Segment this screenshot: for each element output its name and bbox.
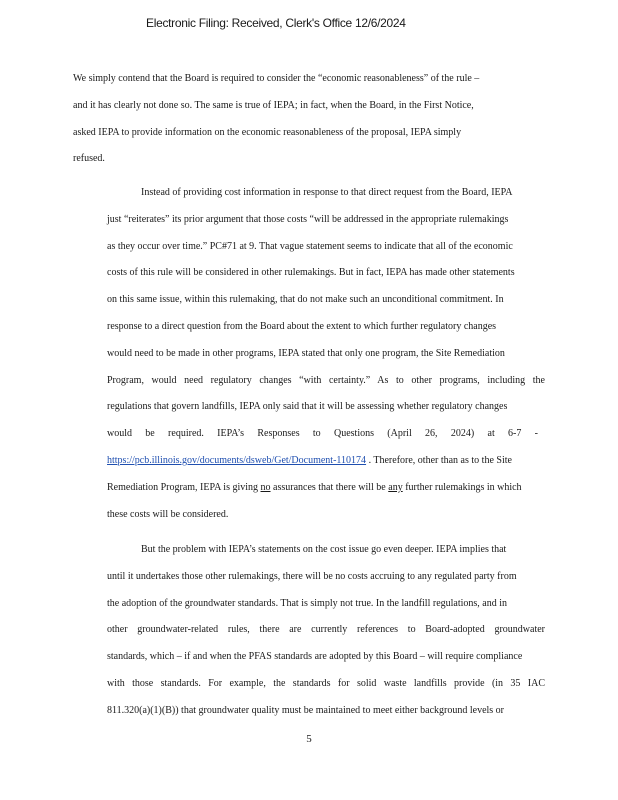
text-fragment: further rulemakings in which <box>402 481 522 493</box>
text-line: 811.320(a)(1)(B)) that groundwater quality must be maintained to meet either background levels or <box>107 704 505 716</box>
text-fragment: . Therefore, other than as to the Site <box>366 454 512 466</box>
text-fragment: Remediation Program, IEPA is giving <box>107 481 261 493</box>
filing-stamp: Electronic Filing: Received, Clerk's Office 12/6/2024 <box>146 16 406 30</box>
text-line: with those standards. For example, the standards for solid waste landfills provide (in 35 IAC <box>107 677 545 689</box>
text-line: and it has clearly not done so. The same is true of IEPA; in fact, when the Board, in the First Notice, <box>73 99 474 111</box>
text-line: these costs will be considered. <box>107 508 229 520</box>
text-line: We simply contend that the Board is required to consider the “economic reasonableness” of the rule – <box>73 73 480 84</box>
text-line: response to a direct question from the Board about the extent to which further regulatory changes <box>107 320 497 332</box>
text-line <box>73 448 551 475</box>
text-line: costs of this rule will be considered in other rulemakings. But in fact, IEPA has made other statements <box>107 267 515 279</box>
text-line: would need to be made in other programs, IEPA stated that only one program, the Site Remediation <box>107 347 505 359</box>
text-line: the adoption of the groundwater standards. That is simply not true. In the landfill regulations, and in <box>107 597 508 609</box>
text-line: on this same issue, within this rulemaking, that do not make such an unconditional commitment. In <box>107 294 504 306</box>
text-line: Instead of providing cost information in response to that direct request from the Board, IEPA <box>141 187 513 198</box>
underlined-word-any: any <box>388 481 403 493</box>
text-line: asked IEPA to provide information on the economic reasonableness of the proposal, IEPA simply <box>73 126 462 138</box>
paragraph-1 <box>73 66 545 173</box>
paragraph-2 <box>73 180 551 528</box>
text-line: other groundwater-related rules, there are currently references to Board-adopted groundwater <box>107 624 545 636</box>
text-line: But the problem with IEPA’s statements on the cost issue go even deeper. IEPA implies that <box>141 544 507 555</box>
text-line: until it undertakes those other rulemakings, there will be no costs accruing to any regulated party from <box>107 570 517 582</box>
text-line: Program, would need regulatory changes “with certainty.” As to other programs, including the <box>107 374 545 386</box>
text-line <box>73 475 551 502</box>
text-line: would be required. IEPA’s Responses to Questions (April 26, 2024) at 6-7 - <box>107 428 538 440</box>
text-line: just “reiterates” its prior argument that those costs “will be addressed in the appropriate rulemakings <box>107 213 509 225</box>
paragraph-3 <box>73 537 545 725</box>
text-line: refused. <box>73 153 105 165</box>
page-number: 5 <box>306 733 312 745</box>
text-line: as they occur over time.” PC#71 at 9. That vague statement seems to indicate that all of the economic <box>107 240 513 252</box>
text-line: regulations that govern landfills, IEPA only said that it will be assessing whether regulatory changes <box>107 401 508 413</box>
underlined-word-no: no <box>260 481 271 493</box>
document-link[interactable]: https://pcb.illinois.gov/documents/dsweb/Get/Document-110174 <box>107 454 367 466</box>
text-fragment: assurances that there will be <box>270 481 389 493</box>
text-line: standards, which – if and when the PFAS standards are adopted by this Board – will require compliance <box>107 651 523 663</box>
